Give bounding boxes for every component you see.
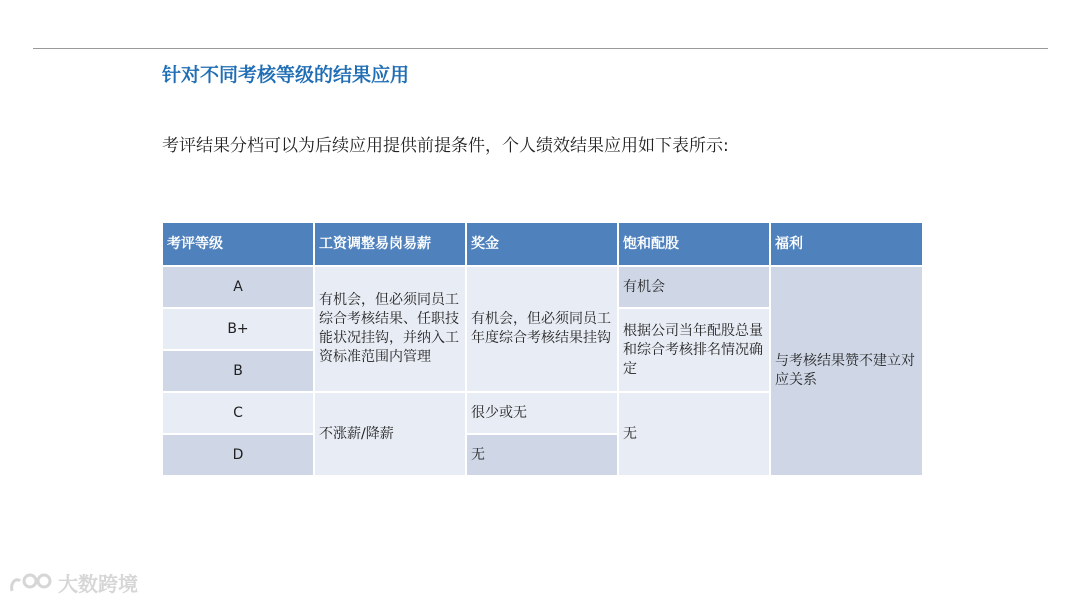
welfare-cell: 与考核结果赞不建立对应关系 [770,266,923,476]
grade-cell-c: C [162,392,314,434]
header-salary: 工资调整易岗易薪 [314,222,466,266]
grade-cell-b: B [162,350,314,392]
bonus-cell-c: 很少或无 [466,392,618,434]
header-grade: 考评等级 [162,222,314,266]
salary-cell-abb: 有机会，但必须同员工综合考核结果、任职技能状况挂钩，并纳入工资标准范围内管理 [314,266,466,392]
grade-result-table [161,221,924,477]
bonus-cell-abb: 有机会，但必须同员工年度综合考核结果挂钩 [466,266,618,392]
header-welfare: 福利 [770,222,923,266]
header-bonus: 奖金 [466,222,618,266]
watermark [8,568,138,597]
grade-cell-d: D [162,434,314,476]
table-header-row [162,222,923,266]
stock-cell-a: 有机会 [618,266,770,308]
top-divider [33,48,1048,49]
bonus-cell-d: 无 [466,434,618,476]
watermark-text: 大数跨境 [58,572,138,596]
intro-text: 考评结果分档可以为后续应用提供前提条件，个人绩效结果应用如下表所示: [162,136,729,156]
grade-cell-a: A [162,266,314,308]
section-title: 针对不同考核等级的结果应用 [162,64,410,86]
stock-cell-cd: 无 [618,392,770,476]
header-stock: 饱和配股 [618,222,770,266]
salary-cell-cd: 不涨薪/降薪 [314,392,466,476]
grade-cell-bplus: B+ [162,308,314,350]
watermark-logo-icon [8,569,54,597]
stock-cell-bb: 根据公司当年配股总量和综合考核排名情况确定 [618,308,770,392]
table-row [162,266,923,308]
